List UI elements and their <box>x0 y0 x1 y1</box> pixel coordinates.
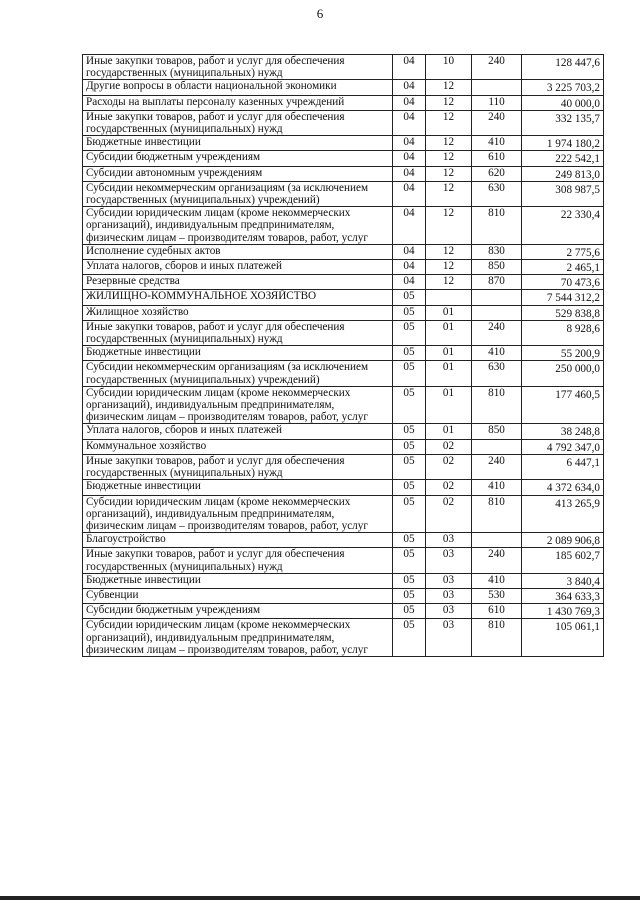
row-expense-type: 610 <box>472 604 522 619</box>
table-row <box>83 346 604 361</box>
table-row <box>83 181 604 206</box>
row-name: Иные закупки товаров, работ и услуг для обеспечения государственных (муниципальных) нужд <box>83 548 393 573</box>
row-subsection <box>426 290 472 305</box>
table-row <box>83 619 604 657</box>
row-subsection: 01 <box>426 320 472 345</box>
row-section: 04 <box>393 110 426 135</box>
row-section: 05 <box>393 604 426 619</box>
row-name: Бюджетные инвестиции <box>83 136 393 151</box>
row-amount: 2 089 906,8 <box>522 533 604 548</box>
row-subsection: 03 <box>426 533 472 548</box>
row-name: Субсидии юридическим лицам (кроме некоммерческих организаций), индивидуальным предпринимателям, физическим лицам – производителям товаров, работ, услуг <box>83 619 393 657</box>
table-row <box>83 55 604 80</box>
row-amount: 222 542,1 <box>522 151 604 166</box>
row-amount: 22 330,4 <box>522 207 604 245</box>
row-amount: 332 135,7 <box>522 110 604 135</box>
row-section: 04 <box>393 166 426 181</box>
row-amount: 177 460,5 <box>522 386 604 424</box>
table-row <box>83 588 604 603</box>
row-section: 04 <box>393 95 426 110</box>
row-section: 05 <box>393 480 426 495</box>
row-expense-type: 810 <box>472 495 522 533</box>
row-amount: 1 430 769,3 <box>522 604 604 619</box>
row-amount: 55 200,9 <box>522 346 604 361</box>
row-name: Бюджетные инвестиции <box>83 573 393 588</box>
row-subsection: 12 <box>426 151 472 166</box>
row-name: Субсидии бюджетным учреждениям <box>83 604 393 619</box>
row-section: 05 <box>393 548 426 573</box>
row-name: Субвенции <box>83 588 393 603</box>
row-expense-type: 410 <box>472 573 522 588</box>
row-expense-type <box>472 305 522 320</box>
budget-table-body <box>83 55 604 657</box>
budget-table <box>82 54 604 657</box>
row-section: 04 <box>393 260 426 275</box>
row-name: Субсидии юридическим лицам (кроме некоммерческих организаций), индивидуальным предпринимателям, физическим лицам – производителям товаров, работ, услуг <box>83 495 393 533</box>
row-name: Субсидии юридическим лицам (кроме некоммерческих организаций), индивидуальным предпринимателям, физическим лицам – производителям товаров, работ, услуг <box>83 386 393 424</box>
row-name: Бюджетные инвестиции <box>83 346 393 361</box>
row-amount: 3 840,4 <box>522 573 604 588</box>
row-expense-type: 240 <box>472 454 522 479</box>
row-subsection: 01 <box>426 424 472 439</box>
row-amount: 38 248,8 <box>522 424 604 439</box>
row-name: Благоустройство <box>83 533 393 548</box>
table-row <box>83 166 604 181</box>
table-row <box>83 260 604 275</box>
row-subsection: 01 <box>426 305 472 320</box>
row-subsection: 12 <box>426 136 472 151</box>
table-row <box>83 548 604 573</box>
bottom-border <box>0 896 640 900</box>
row-expense-type: 610 <box>472 151 522 166</box>
row-amount: 185 602,7 <box>522 548 604 573</box>
page-number: 6 <box>316 6 324 21</box>
row-subsection: 02 <box>426 480 472 495</box>
table-row <box>83 386 604 424</box>
table-row <box>83 361 604 386</box>
row-subsection: 03 <box>426 588 472 603</box>
table-row <box>83 110 604 135</box>
row-section: 04 <box>393 55 426 80</box>
row-amount: 105 061,1 <box>522 619 604 657</box>
row-expense-type: 410 <box>472 346 522 361</box>
row-subsection: 12 <box>426 181 472 206</box>
row-amount: 250 000,0 <box>522 361 604 386</box>
row-section: 05 <box>393 495 426 533</box>
row-amount: 413 265,9 <box>522 495 604 533</box>
table-row <box>83 151 604 166</box>
row-name: Иные закупки товаров, работ и услуг для обеспечения государственных (муниципальных) нужд <box>83 454 393 479</box>
table-row <box>83 533 604 548</box>
row-amount: 128 447,6 <box>522 55 604 80</box>
row-amount: 3 225 703,2 <box>522 80 604 95</box>
row-expense-type: 850 <box>472 424 522 439</box>
row-subsection: 02 <box>426 454 472 479</box>
row-expense-type: 620 <box>472 166 522 181</box>
row-name: Субсидии некоммерческим организациям (за исключением государственных (муниципальных) учреждений) <box>83 181 393 206</box>
row-amount: 4 372 634,0 <box>522 480 604 495</box>
table-row <box>83 424 604 439</box>
row-subsection: 03 <box>426 604 472 619</box>
row-expense-type: 630 <box>472 181 522 206</box>
row-expense-type: 870 <box>472 275 522 290</box>
row-expense-type: 110 <box>472 95 522 110</box>
row-section: 05 <box>393 439 426 454</box>
row-expense-type <box>472 80 522 95</box>
table-row <box>83 320 604 345</box>
row-subsection: 02 <box>426 495 472 533</box>
row-section: 05 <box>393 305 426 320</box>
row-subsection: 02 <box>426 439 472 454</box>
row-section: 05 <box>393 386 426 424</box>
row-amount: 8 928,6 <box>522 320 604 345</box>
table-row <box>83 207 604 245</box>
table-row <box>83 80 604 95</box>
row-section: 04 <box>393 80 426 95</box>
table-row <box>83 305 604 320</box>
row-subsection: 10 <box>426 55 472 80</box>
row-amount: 249 813,0 <box>522 166 604 181</box>
table-row <box>83 573 604 588</box>
row-name: Бюджетные инвестиции <box>83 480 393 495</box>
row-expense-type: 240 <box>472 55 522 80</box>
row-expense-type: 410 <box>472 136 522 151</box>
row-subsection: 01 <box>426 361 472 386</box>
table-row <box>83 95 604 110</box>
row-section: 05 <box>393 290 426 305</box>
row-section: 05 <box>393 619 426 657</box>
row-section: 04 <box>393 136 426 151</box>
row-section: 05 <box>393 533 426 548</box>
row-subsection: 12 <box>426 207 472 245</box>
row-subsection: 03 <box>426 619 472 657</box>
row-subsection: 03 <box>426 573 472 588</box>
row-subsection: 12 <box>426 110 472 135</box>
row-amount: 70 473,6 <box>522 275 604 290</box>
row-amount: 308 987,5 <box>522 181 604 206</box>
row-name: Уплата налогов, сборов и иных платежей <box>83 260 393 275</box>
row-expense-type: 810 <box>472 386 522 424</box>
table-row <box>83 136 604 151</box>
table-row <box>83 244 604 259</box>
row-expense-type: 410 <box>472 480 522 495</box>
row-section: 05 <box>393 588 426 603</box>
row-expense-type: 810 <box>472 619 522 657</box>
row-expense-type: 630 <box>472 361 522 386</box>
row-name: Расходы на выплаты персоналу казенных учреждений <box>83 95 393 110</box>
row-name: ЖИЛИЩНО-КОММУНАЛЬНОЕ ХОЗЯЙСТВО <box>83 290 393 305</box>
row-amount: 364 633,3 <box>522 588 604 603</box>
row-amount: 529 838,8 <box>522 305 604 320</box>
row-amount: 2 465,1 <box>522 260 604 275</box>
row-name: Субсидии автономным учреждениям <box>83 166 393 181</box>
row-section: 05 <box>393 320 426 345</box>
row-amount: 4 792 347,0 <box>522 439 604 454</box>
table-row <box>83 454 604 479</box>
row-subsection: 03 <box>426 548 472 573</box>
row-name: Исполнение судебных актов <box>83 244 393 259</box>
row-amount: 6 447,1 <box>522 454 604 479</box>
table-row <box>83 495 604 533</box>
row-section: 04 <box>393 151 426 166</box>
row-name: Коммунальное хозяйство <box>83 439 393 454</box>
row-subsection: 01 <box>426 346 472 361</box>
row-subsection: 12 <box>426 275 472 290</box>
row-name: Иные закупки товаров, работ и услуг для обеспечения государственных (муниципальных) нужд <box>83 55 393 80</box>
row-amount: 7 544 312,2 <box>522 290 604 305</box>
row-section: 05 <box>393 573 426 588</box>
row-name: Иные закупки товаров, работ и услуг для обеспечения государственных (муниципальных) нужд <box>83 320 393 345</box>
row-amount: 2 775,6 <box>522 244 604 259</box>
row-subsection: 12 <box>426 244 472 259</box>
row-expense-type <box>472 290 522 305</box>
row-expense-type: 240 <box>472 548 522 573</box>
row-expense-type: 830 <box>472 244 522 259</box>
row-name: Уплата налогов, сборов и иных платежей <box>83 424 393 439</box>
row-section: 04 <box>393 275 426 290</box>
row-section: 05 <box>393 454 426 479</box>
row-expense-type: 850 <box>472 260 522 275</box>
table-row <box>83 604 604 619</box>
row-subsection: 12 <box>426 95 472 110</box>
row-name: Другие вопросы в области национальной экономики <box>83 80 393 95</box>
table-row <box>83 275 604 290</box>
row-expense-type: 810 <box>472 207 522 245</box>
row-name: Иные закупки товаров, работ и услуг для обеспечения государственных (муниципальных) нужд <box>83 110 393 135</box>
row-expense-type: 240 <box>472 320 522 345</box>
row-subsection: 01 <box>426 386 472 424</box>
row-section: 05 <box>393 424 426 439</box>
row-amount: 1 974 180,2 <box>522 136 604 151</box>
row-section: 04 <box>393 181 426 206</box>
row-expense-type: 530 <box>472 588 522 603</box>
row-subsection: 12 <box>426 166 472 181</box>
row-expense-type <box>472 533 522 548</box>
table-row <box>83 439 604 454</box>
row-section: 05 <box>393 361 426 386</box>
row-expense-type <box>472 439 522 454</box>
row-section: 04 <box>393 244 426 259</box>
row-name: Резервные средства <box>83 275 393 290</box>
row-name: Субсидии некоммерческим организациям (за исключением государственных (муниципальных) учреждений) <box>83 361 393 386</box>
row-expense-type: 240 <box>472 110 522 135</box>
row-name: Жилищное хозяйство <box>83 305 393 320</box>
table-row <box>83 290 604 305</box>
row-name: Субсидии бюджетным учреждениям <box>83 151 393 166</box>
row-section: 05 <box>393 346 426 361</box>
row-name: Субсидии юридическим лицам (кроме некоммерческих организаций), индивидуальным предпринимателям, физическим лицам – производителям товаров, работ, услуг <box>83 207 393 245</box>
row-amount: 40 000,0 <box>522 95 604 110</box>
row-subsection: 12 <box>426 260 472 275</box>
row-section: 04 <box>393 207 426 245</box>
table-row <box>83 480 604 495</box>
row-subsection: 12 <box>426 80 472 95</box>
